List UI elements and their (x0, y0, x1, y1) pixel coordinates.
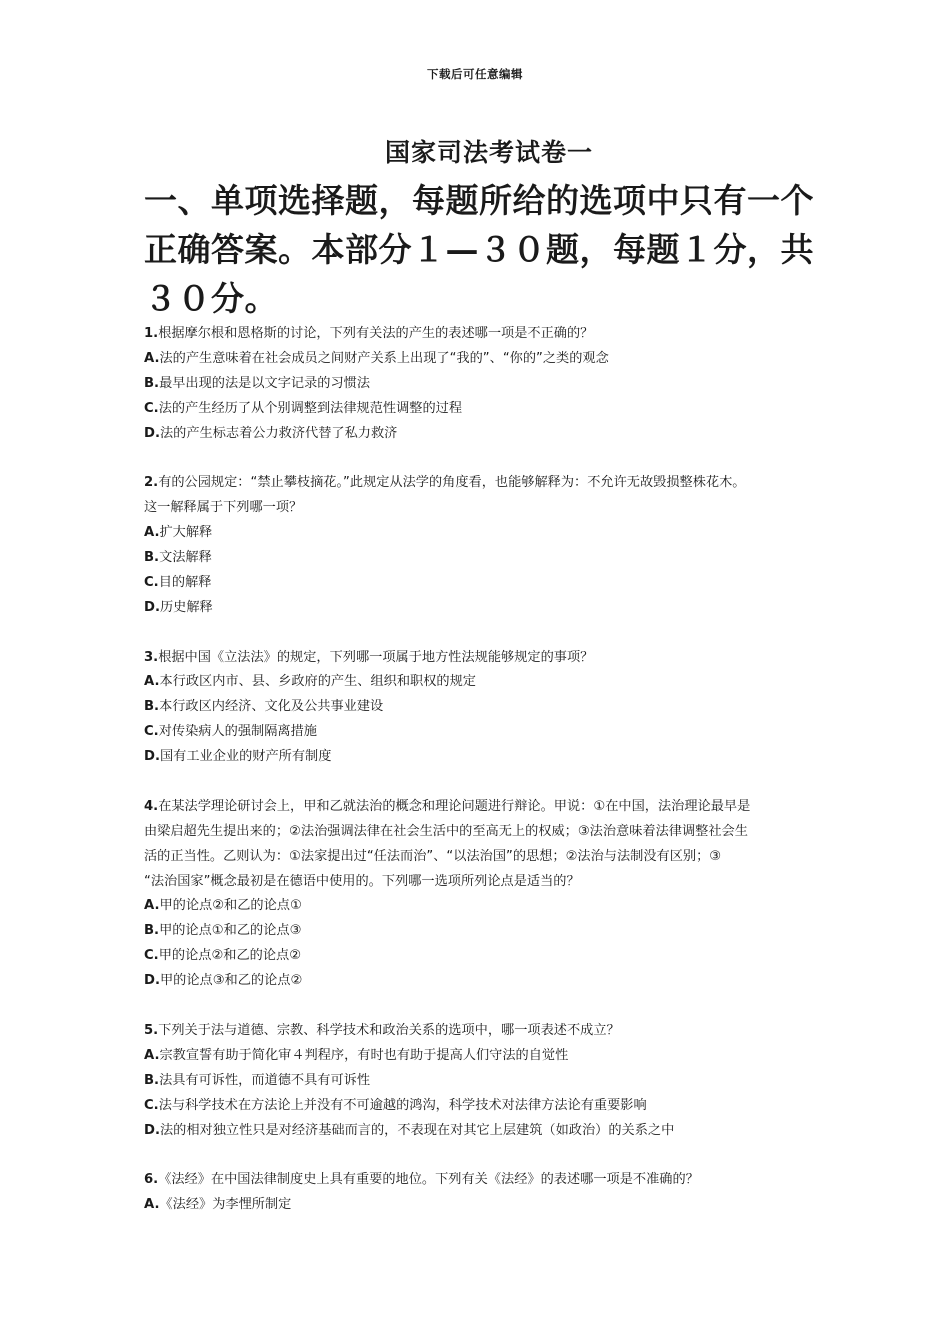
spacer (144, 1143, 824, 1168)
question-4 (144, 795, 824, 994)
section-heading-line: 一、单项选择题，每题所给的选项中只有一个 (144, 181, 814, 220)
option-d: D.历史解释 (144, 599, 213, 615)
option-letter: D. (144, 973, 160, 989)
option-a: A.法的产生意味着在社会成员之间财产关系上出现了“我的”、“你的”之类的观念 (144, 350, 609, 366)
option-letter: A. (144, 1047, 160, 1063)
question-stem: 5.下列关于法与道德、宗教、科学技术和政治关系的选项中，哪一项表述不成立？ (144, 1022, 620, 1038)
option-letter: A. (144, 525, 160, 541)
section-heading (144, 176, 824, 323)
question-number: 3. (144, 649, 159, 665)
option-a: A.扩大解释 (144, 525, 213, 541)
question-stem: 2.有的公园规定：“禁止攀枝摘花。”此规定从法学的角度看，也能够解释为：不允许无故毁损整株花木。 (144, 475, 746, 491)
question-stem: 1.根据摩尔根和恩格斯的讨论，下列有关法的产生的表述哪一项是不正确的？ (144, 326, 594, 341)
option-letter: C. (144, 400, 159, 416)
spacer (144, 446, 824, 471)
option-c: C.对传染病人的强制隔离措施 (144, 724, 317, 740)
question-stem-continued: 这一解释属于下列哪一项？ (144, 500, 303, 516)
question-number: 6. (144, 1172, 159, 1188)
section-heading-line: 正确答案。本部分１—３０题，每题１分，共 (144, 230, 814, 269)
option-letter: C. (144, 948, 159, 964)
option-b: B.文法解释 (144, 550, 212, 566)
question-6 (144, 1168, 824, 1218)
option-letter: D. (144, 425, 160, 441)
spacer (144, 770, 824, 795)
option-letter: B. (144, 923, 160, 939)
option-d: D.甲的论点③和乙的论点② (144, 973, 303, 989)
question-number: 5. (144, 1022, 159, 1038)
option-a: A.宗教宣誓有助于简化审４判程序，有时也有助于提高人们守法的自觉性 (144, 1047, 569, 1063)
question-stem: 4.在某法学理论研讨会上，甲和乙就法治的概念和理论问题进行辩论。甲说：①在中国，法治理论最早是 (144, 798, 751, 814)
option-letter: B. (144, 1072, 160, 1088)
option-a: A.本行政区内市、县、乡政府的产生、组织和职权的规定 (144, 674, 476, 690)
question-1 (144, 322, 824, 446)
document-title: 国家司法考试卷一 (384, 138, 593, 167)
option-a: A.甲的论点②和乙的论点① (144, 898, 302, 914)
option-letter: C. (144, 574, 159, 590)
question-5 (144, 1019, 824, 1143)
option-c: C.法的产生经历了从个别调整到法律规范性调整的过程 (144, 400, 463, 416)
option-letter: C. (144, 724, 159, 740)
option-letter: D. (144, 599, 160, 615)
question-number: 1. (144, 326, 159, 341)
option-b: B.最早出现的法是以文字记录的习惯法 (144, 375, 371, 391)
option-d: D.法的产生标志着公力救济代替了私力救济 (144, 425, 398, 441)
option-c: C.法与科学技术在方法论上并没有不可逾越的鸿沟，科学技术对法律方法论有重要影响 (144, 1097, 647, 1113)
question-2 (144, 471, 824, 620)
section-heading-line: ３０分。 (144, 279, 278, 318)
question-list (144, 322, 824, 1218)
spacer (144, 621, 824, 646)
option-letter: C. (144, 1097, 159, 1113)
question-stem-continued: 由梁启超先生提出来的；②法治强调法律在社会生活中的至高无上的权威；③法治意味着法律调整社会生 (144, 823, 748, 839)
question-3 (144, 646, 824, 770)
question-number: 4. (144, 798, 159, 814)
option-d: D.国有工业企业的财产所有制度 (144, 749, 332, 765)
option-letter: B. (144, 375, 160, 391)
option-letter: B. (144, 550, 160, 566)
spacer (144, 994, 824, 1019)
option-letter: D. (144, 1122, 160, 1138)
option-b: B.法具有可诉性，而道德不具有可诉性 (144, 1072, 371, 1088)
option-letter: A. (144, 1197, 160, 1213)
question-stem-continued: “法治国家”概念最初是在德语中使用的。下列哪一选项所列论点是适当的？ (144, 873, 580, 889)
option-letter: B. (144, 699, 160, 715)
option-a: A.《法经》为李悝所制定 (144, 1197, 292, 1213)
option-c: C.甲的论点②和乙的论点② (144, 948, 302, 964)
question-stem: 3.根据中国《立法法》的规定，下列哪一项属于地方性法规能够规定的事项？ (144, 649, 594, 665)
option-letter: A. (144, 674, 160, 690)
option-letter: A. (144, 350, 160, 366)
option-d: D.法的相对独立性只是对经济基础而言的，不表现在对其它上层建筑（如政治）的关系之中 (144, 1122, 675, 1138)
question-number: 2. (144, 475, 159, 491)
option-letter: A. (144, 898, 160, 914)
option-b: B.本行政区内经济、文化及公共事业建设 (144, 699, 384, 715)
question-stem-continued: 活的正当性。乙则认为：①法家提出过“任法而治”、“以法治国”的思想；②法治与法制没有区别；③ (144, 848, 722, 864)
option-letter: D. (144, 749, 160, 765)
download-note: 下载后可任意编辑 (427, 67, 523, 81)
option-b: B.甲的论点①和乙的论点③ (144, 923, 302, 939)
option-c: C.目的解释 (144, 574, 212, 590)
question-stem: 6.《法经》在中国法律制度史上具有重要的地位。下列有关《法经》的表述哪一项是不准确的？ (144, 1172, 699, 1188)
